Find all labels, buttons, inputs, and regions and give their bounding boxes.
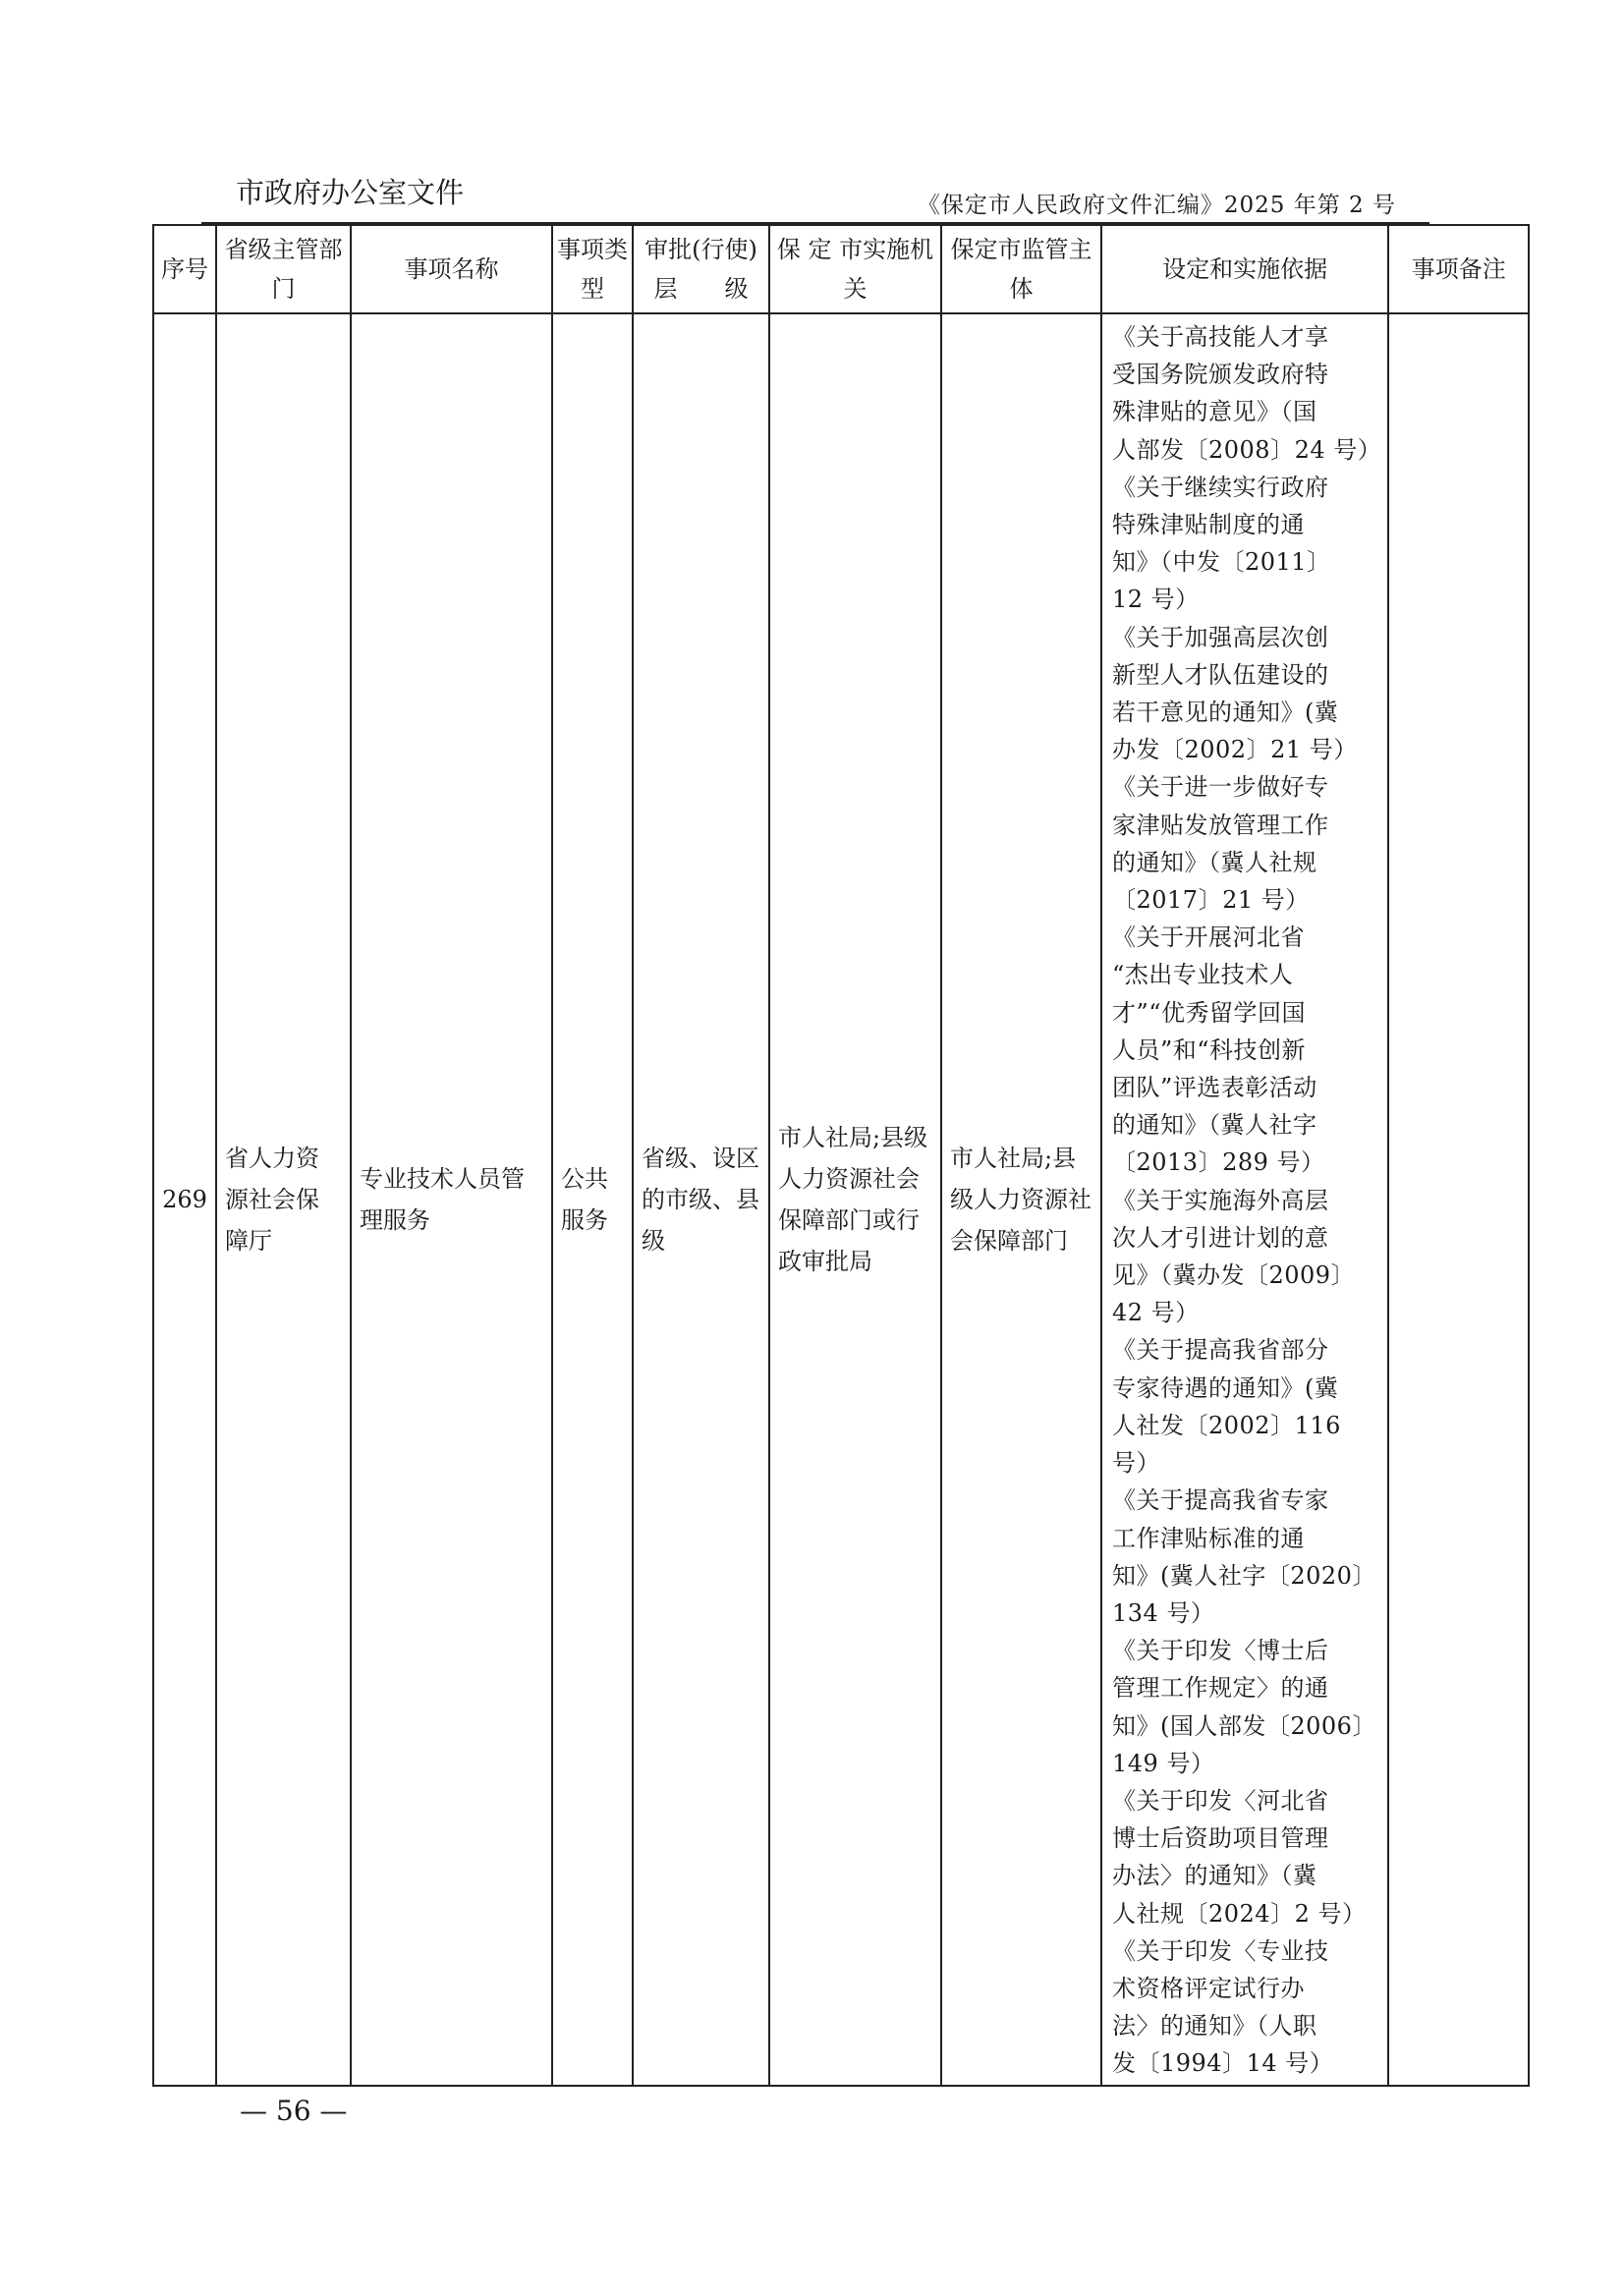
col-header-basis: 设定和实施依据: [1101, 225, 1388, 313]
basis-line: 《关于印发〈专业技: [1112, 1936, 1329, 1965]
col-header-agency: 保 定 市实施机关: [769, 225, 941, 313]
basis-line: 才”“优秀留学回国: [1112, 998, 1307, 1027]
basis-line: 《关于印发〈河北省: [1112, 1786, 1329, 1815]
basis-line: 人社发〔2002〕116: [1112, 1411, 1341, 1439]
cell-remark: [1388, 313, 1529, 2086]
basis-line: 号）: [1112, 1449, 1160, 1478]
basis-line: 《关于实施海外高层: [1112, 1186, 1329, 1214]
col-header-dept: 省级主管部 门: [216, 225, 351, 313]
cell-supervisor: 市人社局;县级人力资源社会保障部门: [941, 313, 1101, 2086]
table-row: [153, 313, 1529, 2086]
col-header-remark: 事项备注: [1388, 225, 1529, 313]
basis-line: 发〔1994〕14 号）: [1112, 2049, 1334, 2078]
basis-line: 家津贴发放管理工作: [1112, 811, 1329, 839]
basis-line: 134 号）: [1112, 1598, 1215, 1627]
basis-line: 知》（中发〔2011〕: [1112, 548, 1331, 577]
col-header-supervisor: 保定市监管主体: [941, 225, 1101, 313]
basis-line: 术资格评定试行办: [1112, 1974, 1305, 2002]
basis-line: 42 号）: [1112, 1299, 1200, 1327]
basis-line: 殊津贴的意见》（国: [1112, 398, 1317, 426]
basis-line: 次人才引进计划的意: [1112, 1223, 1329, 1252]
basis-line: 《关于提高我省部分: [1112, 1336, 1329, 1365]
basis-line: 149 号）: [1112, 1749, 1215, 1777]
basis-line: 《关于加强高层次创: [1112, 623, 1329, 651]
col-header-level: 审批(行使)层 级: [633, 225, 769, 313]
col-header-name: 事项名称: [351, 225, 552, 313]
col-header-no: 序号: [153, 225, 216, 313]
document-issuer: 市政府办公室文件: [236, 176, 465, 209]
basis-line: 新型人才队伍建设的: [1112, 660, 1329, 689]
basis-line: 特殊津贴制度的通: [1112, 511, 1305, 539]
basis-line: 受国务院颁发政府特: [1112, 361, 1329, 389]
basis-line: 《关于高技能人才享: [1112, 323, 1329, 351]
basis-line: 办发〔2002〕21 号）: [1112, 736, 1358, 764]
cell-level: 省级、设区的市级、县级: [633, 313, 769, 2086]
basis-line: 办法〉的通知》（冀: [1112, 1862, 1317, 1890]
basis-line: “杰出专业技术人: [1112, 961, 1294, 989]
basis-line: 〔2013〕289 号）: [1112, 1148, 1325, 1177]
basis-line: 团队”评选表彰活动: [1112, 1074, 1317, 1102]
basis-line: 人部发〔2008〕24 号）: [1112, 435, 1382, 464]
basis-line: 《关于开展河北省: [1112, 924, 1305, 952]
basis-line: 《关于提高我省专家: [1112, 1486, 1329, 1515]
basis-line: 《关于继续实行政府: [1112, 473, 1329, 501]
cell-no: 269: [153, 313, 216, 2086]
cell-basis: [1101, 313, 1388, 2086]
cell-agency: 市人社局;县级人力资源社会保障部门或行政审批局: [769, 313, 941, 2086]
basis-line: 见》（冀办发〔2009〕: [1112, 1261, 1356, 1290]
basis-line: 〔2017〕21 号）: [1112, 886, 1310, 915]
basis-line: 管理工作规定〉的通: [1112, 1674, 1329, 1703]
basis-line: 的通知》（冀人社规: [1112, 848, 1317, 876]
col-header-type: 事项类型: [552, 225, 633, 313]
basis-line: 的通知》（冀人社字: [1112, 1111, 1317, 1140]
basis-line: 知》(冀人社字〔2020〕: [1112, 1561, 1376, 1590]
basis-line: 人员”和“科技创新: [1112, 1036, 1307, 1064]
basis-line: 12 号）: [1112, 586, 1200, 614]
cell-dept: 省人力资源社会保障厅: [216, 313, 351, 2086]
basis-line: 博士后资助项目管理: [1112, 1824, 1329, 1853]
basis-line: 法〉的通知》（人职: [1112, 2012, 1317, 2041]
cell-name: 专业技术人员管理服务: [351, 313, 552, 2086]
basis-line: 《关于进一步做好专: [1112, 773, 1329, 802]
cell-type: 公共服务: [552, 313, 633, 2086]
items-table: [152, 224, 1530, 2087]
basis-line: 专家待遇的通知》(冀: [1112, 1373, 1339, 1402]
basis-line: 《关于印发〈博士后: [1112, 1637, 1329, 1665]
basis-line: 工作津贴标准的通: [1112, 1524, 1305, 1552]
basis-line: 若干意见的通知》(冀: [1112, 699, 1339, 727]
basis-line: 人社规〔2024〕2 号）: [1112, 1899, 1367, 1928]
page-number: — 56 —: [240, 2095, 348, 2127]
publication-title: 《保定市人民政府文件汇编》2025 年第 2 号: [917, 193, 1396, 218]
basis-line: 知》(国人部发〔2006〕: [1112, 1711, 1376, 1740]
table-header-row: [153, 225, 1529, 313]
